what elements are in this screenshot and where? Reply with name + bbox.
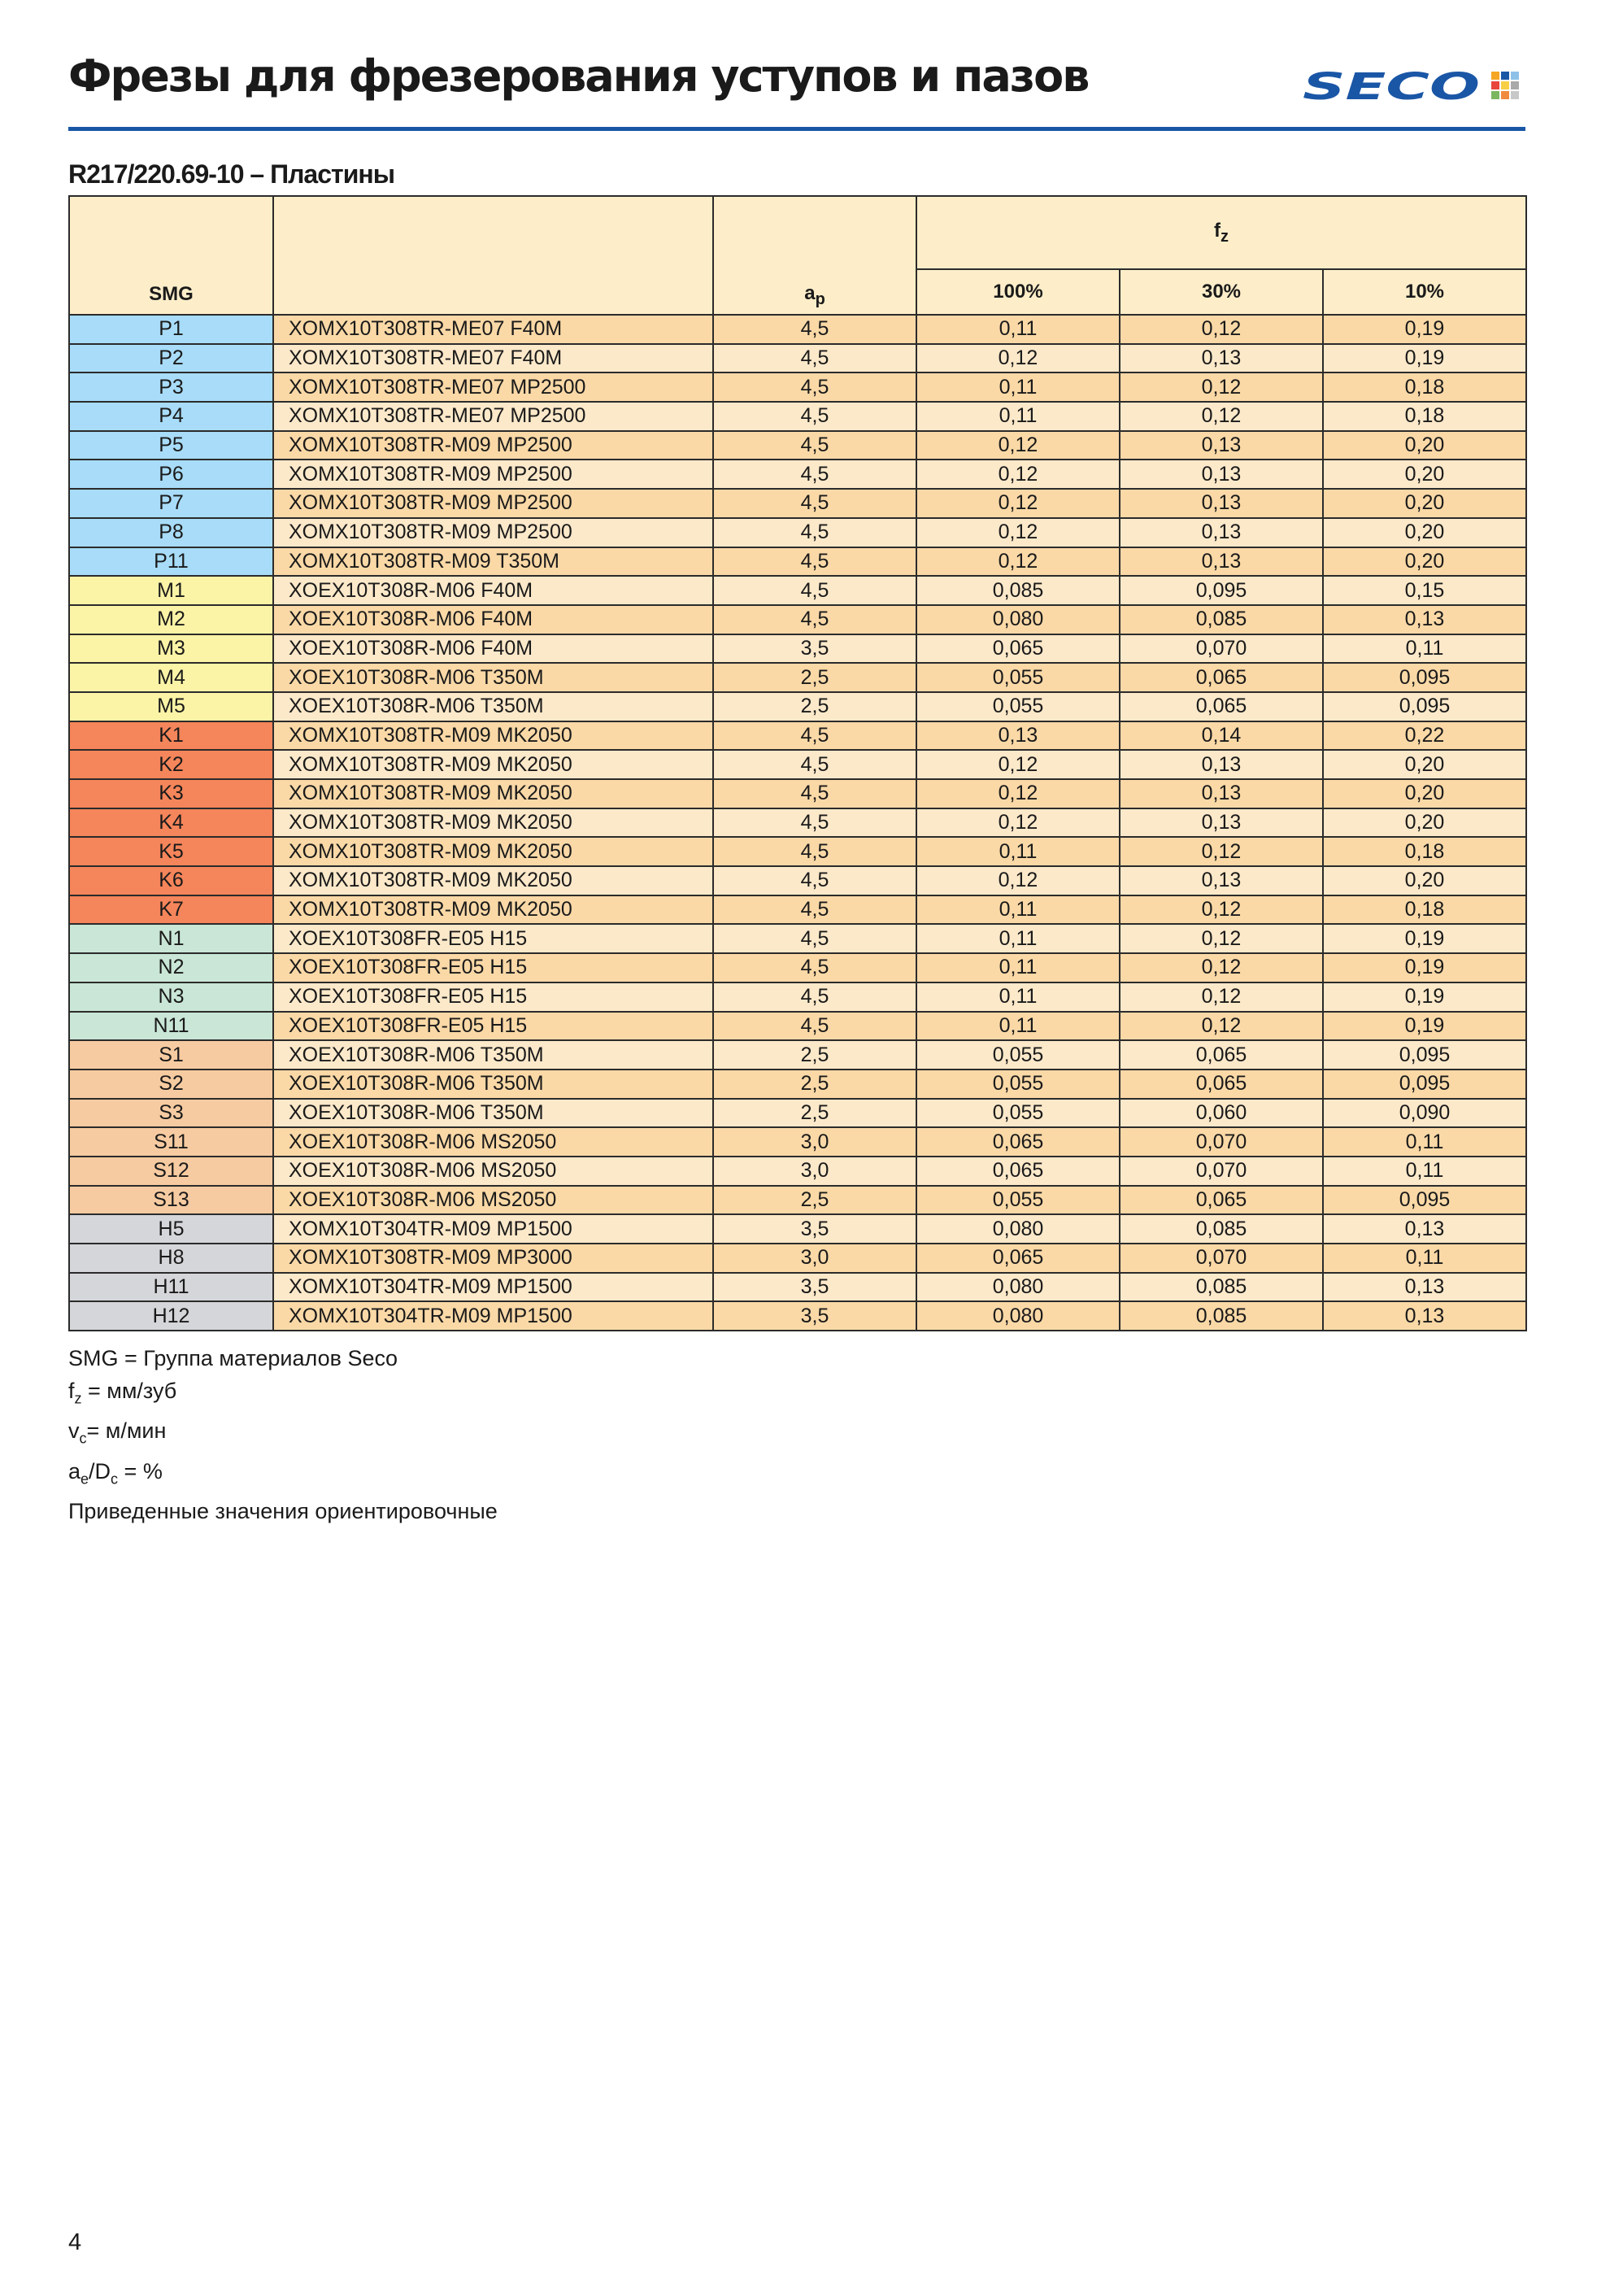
fz-30-cell: 0,085 [1120, 1301, 1323, 1331]
ap-cell: 3,0 [713, 1127, 916, 1157]
table-row [69, 866, 1526, 895]
smg-cell: P3 [69, 373, 273, 402]
fz-10-cell: 0,095 [1323, 663, 1526, 692]
table-row [69, 1070, 1526, 1099]
fz-100-cell: 0,13 [916, 721, 1120, 751]
smg-cell: M2 [69, 605, 273, 634]
fz-100-cell: 0,12 [916, 547, 1120, 577]
smg-cell: K2 [69, 750, 273, 779]
fz-100-cell: 0,11 [916, 895, 1120, 925]
table-row [69, 1099, 1526, 1128]
smg-cell: N1 [69, 924, 273, 953]
fz-100-cell: 0,080 [916, 605, 1120, 634]
fz-100-cell: 0,11 [916, 837, 1120, 866]
insert-cell: XOMX10T304TR-M09 MP1500 [273, 1214, 713, 1244]
smg-cell: M5 [69, 692, 273, 721]
table-row [69, 721, 1526, 751]
fz-100-cell: 0,055 [916, 663, 1120, 692]
fz-100-cell: 0,085 [916, 576, 1120, 605]
insert-cell: XOEX10T308R-M06 T350M [273, 663, 713, 692]
fz-30-cell: 0,12 [1120, 373, 1323, 402]
fz-30-cell: 0,12 [1120, 315, 1323, 344]
section-title: R217/220.69-10 – Пластины [68, 159, 395, 189]
table-row [69, 489, 1526, 518]
fz-30-cell: 0,13 [1120, 431, 1323, 460]
fz-30-cell: 0,12 [1120, 837, 1323, 866]
fz-30-cell: 0,12 [1120, 895, 1323, 925]
table-row [69, 1301, 1526, 1331]
ap-cell: 4,5 [713, 895, 916, 925]
table-row [69, 750, 1526, 779]
insert-cell: XOEX10T308R-M06 F40M [273, 634, 713, 664]
insert-cell: XOMX10T308TR-M09 MP2500 [273, 518, 713, 547]
table-row [69, 315, 1526, 344]
smg-cell: S11 [69, 1127, 273, 1157]
fz-100-cell: 0,11 [916, 953, 1120, 982]
seco-logo-squares [1491, 72, 1519, 99]
table-row [69, 663, 1526, 692]
smg-cell: P5 [69, 431, 273, 460]
table-row [69, 547, 1526, 577]
ap-cell: 2,5 [713, 1099, 916, 1128]
ap-cell: 3,5 [713, 634, 916, 664]
fz-30-cell: 0,060 [1120, 1099, 1323, 1128]
fz-100-cell: 0,11 [916, 315, 1120, 344]
smg-cell: S2 [69, 1070, 273, 1099]
ap-cell: 4,5 [713, 721, 916, 751]
legend-smg: SMG = Группа материалов Seco [68, 1346, 398, 1370]
smg-cell: M4 [69, 663, 273, 692]
ap-cell: 4,5 [713, 315, 916, 344]
fz-30-cell: 0,070 [1120, 1157, 1323, 1186]
table-row [69, 895, 1526, 925]
fz-100-cell: 0,12 [916, 460, 1120, 489]
fz-10-cell: 0,090 [1323, 1099, 1526, 1128]
insert-cell: XOMX10T304TR-M09 MP1500 [273, 1301, 713, 1331]
fz-10-cell: 0,11 [1323, 1157, 1526, 1186]
fz-100-cell: 0,12 [916, 518, 1120, 547]
fz-30-cell: 0,13 [1120, 460, 1323, 489]
table-row [69, 634, 1526, 664]
fz-100-cell: 0,12 [916, 750, 1120, 779]
fz-30-cell: 0,13 [1120, 808, 1323, 838]
title-rule [68, 127, 1525, 131]
fz-100-cell: 0,11 [916, 982, 1120, 1012]
ap-cell: 2,5 [713, 663, 916, 692]
fz-30-cell: 0,13 [1120, 866, 1323, 895]
fz-30-cell: 0,13 [1120, 344, 1323, 373]
table-row [69, 1012, 1526, 1041]
smg-cell: H11 [69, 1273, 273, 1302]
insert-cell: XOMX10T308TR-M09 MP2500 [273, 460, 713, 489]
fz-10-cell: 0,20 [1323, 866, 1526, 895]
smg-cell: N11 [69, 1012, 273, 1041]
ap-cell: 4,5 [713, 837, 916, 866]
insert-cell: XOEX10T308R-M06 T350M [273, 1099, 713, 1128]
ap-cell: 3,5 [713, 1214, 916, 1244]
insert-cell: XOEX10T308R-M06 MS2050 [273, 1127, 713, 1157]
table-row [69, 605, 1526, 634]
table-row [69, 982, 1526, 1012]
table-row [69, 402, 1526, 431]
header-ap: $a_p$ [713, 196, 916, 315]
ap-cell: 3,5 [713, 1273, 916, 1302]
ap-cell: 4,5 [713, 779, 916, 808]
ap-cell: 2,5 [713, 1040, 916, 1070]
ap-cell: 4,5 [713, 460, 916, 489]
fz-100-cell: 0,080 [916, 1273, 1120, 1302]
fz-10-cell: 0,11 [1323, 634, 1526, 664]
insert-cell: XOMX10T308TR-ME07 F40M [273, 344, 713, 373]
insert-cell: XOEX10T308R-M06 T350M [273, 1040, 713, 1070]
fz-100-cell: 0,11 [916, 373, 1120, 402]
smg-cell: K3 [69, 779, 273, 808]
insert-cell: XOEX10T308R-M06 T350M [273, 1070, 713, 1099]
fz-30-cell: 0,13 [1120, 750, 1323, 779]
ap-cell: 4,5 [713, 982, 916, 1012]
insert-cell: XOEX10T308R-M06 F40M [273, 605, 713, 634]
header-smg: SMG [69, 196, 273, 315]
ap-cell: 2,5 [713, 1070, 916, 1099]
fz-100-cell: 0,12 [916, 866, 1120, 895]
fz-10-cell: 0,19 [1323, 924, 1526, 953]
insert-cell: XOMX10T308TR-M09 MK2050 [273, 895, 713, 925]
fz-10-cell: 0,20 [1323, 808, 1526, 838]
fz-10-cell: 0,095 [1323, 692, 1526, 721]
smg-cell: K1 [69, 721, 273, 751]
ap-cell: 4,5 [713, 373, 916, 402]
fz-30-cell: 0,065 [1120, 1070, 1323, 1099]
fz-10-cell: 0,18 [1323, 402, 1526, 431]
insert-cell: XOMX10T308TR-ME07 MP2500 [273, 402, 713, 431]
insert-cell: XOMX10T308TR-M09 MK2050 [273, 808, 713, 838]
insert-cell: XOMX10T304TR-M09 MP1500 [273, 1273, 713, 1302]
legend-fz: $f_z = мм/зуб$ [68, 1379, 177, 1407]
smg-cell: K5 [69, 837, 273, 866]
smg-cell: K6 [69, 866, 273, 895]
table-row [69, 779, 1526, 808]
fz-10-cell: 0,15 [1323, 576, 1526, 605]
smg-cell: P11 [69, 547, 273, 577]
fz-10-cell: 0,20 [1323, 547, 1526, 577]
smg-cell: H8 [69, 1244, 273, 1273]
insert-cell: XOMX10T308TR-M09 MK2050 [273, 837, 713, 866]
smg-cell: S3 [69, 1099, 273, 1128]
smg-cell: S13 [69, 1186, 273, 1215]
header-fz-100: 100% [916, 269, 1120, 315]
ap-cell: 4,5 [713, 924, 916, 953]
ap-cell: 4,5 [713, 344, 916, 373]
smg-cell: M1 [69, 576, 273, 605]
fz-100-cell: 0,12 [916, 344, 1120, 373]
fz-30-cell: 0,12 [1120, 953, 1323, 982]
page-number: 4 [68, 2229, 82, 2255]
ap-cell: 4,5 [713, 750, 916, 779]
fz-10-cell: 0,20 [1323, 460, 1526, 489]
ap-cell: 2,5 [713, 692, 916, 721]
fz-30-cell: 0,12 [1120, 402, 1323, 431]
smg-cell: P6 [69, 460, 273, 489]
fz-100-cell: 0,055 [916, 1186, 1120, 1215]
insert-cell: XOMX10T308TR-M09 MP3000 [273, 1244, 713, 1273]
fz-10-cell: 0,095 [1323, 1040, 1526, 1070]
ap-cell: 4,5 [713, 402, 916, 431]
fz-10-cell: 0,11 [1323, 1127, 1526, 1157]
fz-30-cell: 0,070 [1120, 1244, 1323, 1273]
fz-30-cell: 0,070 [1120, 634, 1323, 664]
insert-cell: XOMX10T308TR-M09 T350M [273, 547, 713, 577]
fz-100-cell: 0,055 [916, 1070, 1120, 1099]
ap-cell: 3,0 [713, 1244, 916, 1273]
header-fz-10: 10% [1323, 269, 1526, 315]
fz-30-cell: 0,085 [1120, 1273, 1323, 1302]
fz-30-cell: 0,12 [1120, 924, 1323, 953]
table-row [69, 924, 1526, 953]
insert-cell: XOEX10T308FR-E05 H15 [273, 982, 713, 1012]
fz-10-cell: 0,13 [1323, 605, 1526, 634]
fz-100-cell: 0,055 [916, 692, 1120, 721]
smg-cell: H5 [69, 1214, 273, 1244]
header-fz: $f_z$ [916, 196, 1526, 269]
table-body [69, 315, 1526, 1331]
fz-100-cell: 0,065 [916, 1157, 1120, 1186]
table-row [69, 953, 1526, 982]
fz-30-cell: 0,13 [1120, 489, 1323, 518]
fz-30-cell: 0,13 [1120, 547, 1323, 577]
fz-100-cell: 0,055 [916, 1099, 1120, 1128]
fz-100-cell: 0,12 [916, 431, 1120, 460]
header-insert [273, 196, 713, 315]
ap-cell: 4,5 [713, 1012, 916, 1041]
insert-cell: XOEX10T308FR-E05 H15 [273, 924, 713, 953]
fz-30-cell: 0,13 [1120, 779, 1323, 808]
table-row [69, 837, 1526, 866]
fz-100-cell: 0,11 [916, 924, 1120, 953]
table-row [69, 1214, 1526, 1244]
fz-30-cell: 0,13 [1120, 518, 1323, 547]
page-title: Фрезы для фрезерования уступов и пазов [68, 50, 1089, 102]
smg-cell: N2 [69, 953, 273, 982]
fz-10-cell: 0,13 [1323, 1273, 1526, 1302]
table-row [69, 1127, 1526, 1157]
table-row [69, 431, 1526, 460]
insert-cell: XOEX10T308R-M06 T350M [273, 692, 713, 721]
ap-cell: 3,5 [713, 1301, 916, 1331]
ap-cell: 4,5 [713, 518, 916, 547]
fz-30-cell: 0,085 [1120, 1214, 1323, 1244]
fz-10-cell: 0,13 [1323, 1214, 1526, 1244]
insert-cell: XOEX10T308FR-E05 H15 [273, 1012, 713, 1041]
fz-30-cell: 0,070 [1120, 1127, 1323, 1157]
inserts-table [68, 195, 1527, 1331]
smg-cell: K4 [69, 808, 273, 838]
fz-10-cell: 0,19 [1323, 344, 1526, 373]
ap-cell: 4,5 [713, 808, 916, 838]
seco-logo [1303, 70, 1521, 102]
table-row [69, 576, 1526, 605]
fz-30-cell: 0,14 [1120, 721, 1323, 751]
table-row [69, 1244, 1526, 1273]
smg-cell: P8 [69, 518, 273, 547]
fz-30-cell: 0,095 [1120, 576, 1323, 605]
ap-cell: 4,5 [713, 431, 916, 460]
table-row [69, 518, 1526, 547]
fz-100-cell: 0,080 [916, 1214, 1120, 1244]
fz-100-cell: 0,065 [916, 1127, 1120, 1157]
fz-10-cell: 0,20 [1323, 489, 1526, 518]
fz-100-cell: 0,080 [916, 1301, 1120, 1331]
insert-cell: XOMX10T308TR-M09 MK2050 [273, 779, 713, 808]
legend [68, 1342, 498, 1527]
fz-10-cell: 0,095 [1323, 1070, 1526, 1099]
insert-cell: XOEX10T308R-M06 MS2050 [273, 1186, 713, 1215]
ap-cell: 4,5 [713, 576, 916, 605]
ap-cell: 3,0 [713, 1157, 916, 1186]
fz-10-cell: 0,19 [1323, 1012, 1526, 1041]
smg-cell: P1 [69, 315, 273, 344]
insert-cell: XOMX10T308TR-ME07 MP2500 [273, 373, 713, 402]
fz-100-cell: 0,065 [916, 634, 1120, 664]
table-row [69, 1186, 1526, 1215]
ap-cell: 4,5 [713, 605, 916, 634]
table-row [69, 1273, 1526, 1302]
legend-note: Приведенные значения ориентировочные [68, 1499, 498, 1524]
fz-10-cell: 0,18 [1323, 895, 1526, 925]
fz-100-cell: 0,12 [916, 489, 1120, 518]
fz-30-cell: 0,085 [1120, 605, 1323, 634]
fz-10-cell: 0,18 [1323, 373, 1526, 402]
insert-cell: XOEX10T308R-M06 MS2050 [273, 1157, 713, 1186]
fz-30-cell: 0,065 [1120, 663, 1323, 692]
smg-cell: H12 [69, 1301, 273, 1331]
insert-cell: XOMX10T308TR-ME07 F40M [273, 315, 713, 344]
insert-cell: XOMX10T308TR-M09 MP2500 [273, 431, 713, 460]
header-fz-30: 30% [1120, 269, 1323, 315]
fz-10-cell: 0,19 [1323, 953, 1526, 982]
ap-cell: 4,5 [713, 547, 916, 577]
ap-cell: 4,5 [713, 953, 916, 982]
table-row [69, 373, 1526, 402]
fz-10-cell: 0,095 [1323, 1186, 1526, 1215]
legend-vc: $v_c= м/мин$ [68, 1418, 167, 1447]
fz-10-cell: 0,18 [1323, 837, 1526, 866]
ap-cell: 4,5 [713, 866, 916, 895]
smg-cell: M3 [69, 634, 273, 664]
table-row [69, 344, 1526, 373]
fz-30-cell: 0,065 [1120, 1186, 1323, 1215]
fz-10-cell: 0,20 [1323, 518, 1526, 547]
fz-100-cell: 0,11 [916, 402, 1120, 431]
insert-cell: XOMX10T308TR-M09 MK2050 [273, 750, 713, 779]
seco-logo-text: SECO [1303, 70, 1480, 102]
smg-cell: P7 [69, 489, 273, 518]
smg-cell: N3 [69, 982, 273, 1012]
fz-100-cell: 0,055 [916, 1040, 1120, 1070]
fz-100-cell: 0,11 [916, 1012, 1120, 1041]
insert-cell: XOMX10T308TR-M09 MK2050 [273, 721, 713, 751]
fz-100-cell: 0,12 [916, 808, 1120, 838]
fz-10-cell: 0,22 [1323, 721, 1526, 751]
fz-10-cell: 0,11 [1323, 1244, 1526, 1273]
fz-10-cell: 0,19 [1323, 315, 1526, 344]
ap-cell: 2,5 [713, 1186, 916, 1215]
table-row [69, 1157, 1526, 1186]
smg-cell: P4 [69, 402, 273, 431]
table-row [69, 1040, 1526, 1070]
fz-10-cell: 0,13 [1323, 1301, 1526, 1331]
fz-10-cell: 0,20 [1323, 431, 1526, 460]
insert-cell: XOEX10T308R-M06 F40M [273, 576, 713, 605]
table-row [69, 692, 1526, 721]
smg-cell: S1 [69, 1040, 273, 1070]
fz-30-cell: 0,12 [1120, 1012, 1323, 1041]
ap-cell: 4,5 [713, 489, 916, 518]
insert-cell: XOMX10T308TR-M09 MK2050 [273, 866, 713, 895]
fz-100-cell: 0,12 [916, 779, 1120, 808]
table-row [69, 460, 1526, 489]
insert-cell: XOEX10T308FR-E05 H15 [273, 953, 713, 982]
insert-cell: XOMX10T308TR-M09 MP2500 [273, 489, 713, 518]
fz-100-cell: 0,065 [916, 1244, 1120, 1273]
smg-cell: S12 [69, 1157, 273, 1186]
fz-10-cell: 0,20 [1323, 779, 1526, 808]
smg-cell: K7 [69, 895, 273, 925]
fz-10-cell: 0,19 [1323, 982, 1526, 1012]
fz-10-cell: 0,20 [1323, 750, 1526, 779]
smg-cell: P2 [69, 344, 273, 373]
fz-30-cell: 0,065 [1120, 1040, 1323, 1070]
fz-30-cell: 0,065 [1120, 692, 1323, 721]
legend-ae-dc: $a_e/D_c$ = % [68, 1458, 163, 1488]
fz-30-cell: 0,12 [1120, 982, 1323, 1012]
table-row [69, 808, 1526, 838]
